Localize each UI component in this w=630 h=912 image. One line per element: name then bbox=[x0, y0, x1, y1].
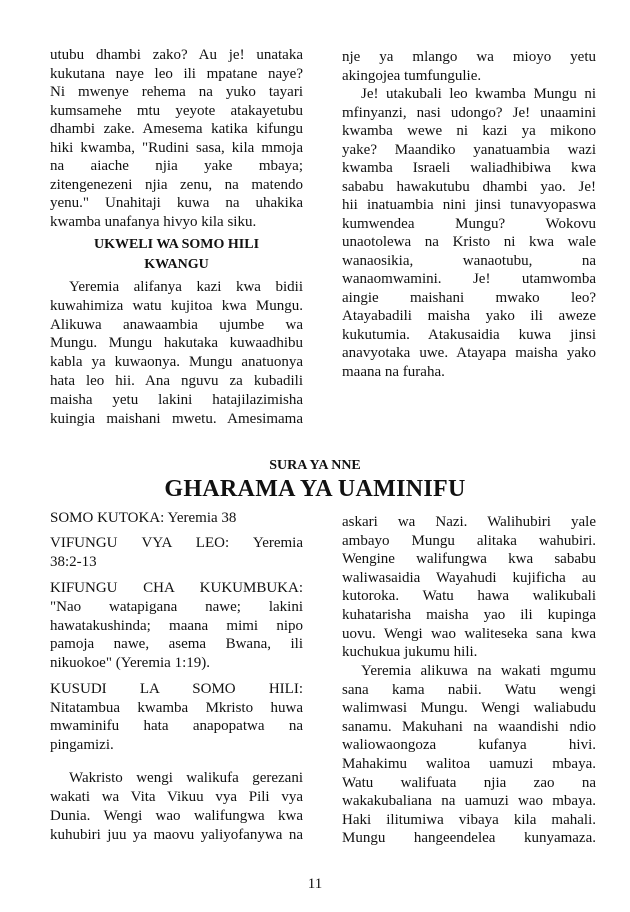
text-line: UKWELI WA SOMO HILI bbox=[93, 237, 260, 252]
text-line: "Nao watapigana nawe; lakini bbox=[50, 598, 303, 615]
text-line: wakati wa Vita Vikuu vya Pili vya bbox=[50, 789, 303, 805]
text-line: uovu. Wengi wao waliteseka sana kwa bbox=[342, 625, 596, 642]
text-line: waliowaongoza kufanya hivi. bbox=[342, 737, 596, 754]
text-line: anavyotaka uwe. Atayapa maisha yako bbox=[342, 345, 596, 361]
top-left-paragraph-1 bbox=[50, 46, 303, 231]
text-line: KIFUNGU CHA KUKUMBUKA: bbox=[50, 580, 303, 596]
text-line: SOMO KUTOKA: Yeremia 38 bbox=[50, 510, 237, 526]
text-line: Je! utakubali leo kwamba Mungu ni bbox=[361, 86, 596, 102]
top-left-paragraph-2 bbox=[50, 278, 303, 428]
text-line: mfinyanzi, nasi udongo? Je! unaamini bbox=[342, 104, 596, 121]
text-line: 38:2-13 bbox=[50, 554, 97, 570]
text-line: kuhatarisha maisha yao ili kupinga bbox=[342, 606, 596, 623]
text-line: nikuokoe" (Yeremia 1:19). bbox=[50, 655, 210, 672]
text-line: zitengenezeni njia zenu, na matendo bbox=[50, 176, 303, 193]
text-line: kwamba wewe ni kazi ya mikono bbox=[342, 123, 596, 139]
text-line: Wakristo wengi walikufa gerezani bbox=[69, 770, 303, 786]
text-line: sanamu. Makuhani na waandishi ndio bbox=[342, 718, 596, 735]
memory-verse bbox=[50, 579, 303, 673]
text-line: hawatakushinda; maana mimi nipo bbox=[50, 617, 303, 634]
text-line: Alikuwa anawaambia ujumbe wa bbox=[50, 316, 303, 333]
text-line: KUSUDI LA SOMO HILI: bbox=[50, 681, 303, 697]
text-line: KWANGU bbox=[144, 257, 209, 272]
text-line: akingojea tumfungulie. bbox=[342, 67, 482, 84]
text-line: Watu walifuata njia zao na bbox=[342, 774, 596, 791]
text-line: kumwendea Mungu? Wokovu bbox=[342, 215, 596, 232]
text-line: kabla ya kuwaonya. Mungu anatuonya bbox=[50, 354, 303, 371]
top-right-paragraph-1 bbox=[342, 48, 596, 85]
text-line: maana na furaha. bbox=[342, 363, 445, 380]
text-line: kukutana naye leo ili mpatane naye? bbox=[50, 65, 303, 82]
text-line: mwaminifu hata anapopatwa na bbox=[50, 718, 303, 734]
text-line: dhambi zake. Amesema katika kifungu bbox=[50, 121, 303, 137]
text-line: kuingia maishani mwetu. Amesimama bbox=[50, 410, 303, 427]
text-line: maisha yetu lakini hatajilazimisha bbox=[50, 391, 303, 408]
text-line: hiki kwamba, "Rudini sasa, kila mmoja bbox=[50, 139, 303, 156]
lesson-aim bbox=[50, 680, 303, 754]
text-line: Wengine walifungwa kwa sababu bbox=[342, 551, 596, 568]
text-line: wanaomwamini. Je! utamwomba bbox=[342, 271, 596, 287]
text-line: Nitatambua kwamba Mkristo huwa bbox=[50, 699, 303, 716]
text-line: askari wa Nazi. Walihubiri yale bbox=[342, 514, 596, 530]
text-line: Haki ilitumiwa vibaya kila mahali. bbox=[342, 811, 596, 828]
text-line: Mungu. Mungu hakutaka kuwaadhibu bbox=[50, 335, 303, 352]
bottom-left-paragraph bbox=[50, 769, 303, 845]
text-line: utubu dhambi zako? Au je! unataka bbox=[50, 47, 303, 63]
text-line: Mahakimu walitoa uamuzi mbaya. bbox=[342, 755, 596, 772]
text-line: na aiache njia yake mbaya; bbox=[50, 158, 303, 174]
text-line: hii inatuambia nini jinsi tunavyopaswa bbox=[342, 197, 596, 213]
text-line: kutoroka. Watu hawa walikubali bbox=[342, 588, 596, 605]
bottom-right-paragraph-2 bbox=[342, 662, 596, 848]
text-line: wanaosikia, wanaotubu, na bbox=[342, 252, 596, 269]
text-line: VIFUNGU VYA LEO: Yeremia bbox=[50, 535, 303, 551]
todays-verses bbox=[50, 534, 303, 572]
text-line: kwamba unafanya hivyo kila siku. bbox=[50, 213, 257, 230]
chapter-title: GHARAMA YA UAMINIFU bbox=[164, 476, 466, 502]
text-line: kuhubiri juu ya maovu yaliyofanywa na bbox=[50, 827, 303, 843]
text-line: yenu." Unahitaji kuwa na uhakika bbox=[50, 195, 303, 211]
text-line: Atayabadili maisha yako ili aweze bbox=[342, 308, 596, 324]
text-line: kwamba Israeli waliadhibiwa kwa bbox=[342, 160, 596, 176]
text-line: Mungu hangeendelea kunyamaza. bbox=[342, 830, 596, 847]
chapter-label: SURA YA NNE bbox=[269, 458, 361, 473]
text-line: waliwasaidia Wayahudi kujificha au bbox=[342, 569, 596, 586]
text-line: walimwasi Mungu. Wengi waliabudu bbox=[342, 700, 596, 717]
text-line: Yeremia alikuwa na wakati mgumu bbox=[361, 663, 596, 679]
text-line: wakakubaliana na uamuzi wao mbaya. bbox=[342, 793, 596, 810]
text-line: kuwahimiza watu kujitoa kwa Mungu. bbox=[50, 297, 303, 314]
top-right-paragraph-2 bbox=[342, 85, 596, 381]
page-number: 11 bbox=[307, 876, 323, 892]
text-line: pamoja nawe, asema Bwana, ili bbox=[50, 636, 303, 653]
text-line: unaotolewa na Kristo ni kwa wale bbox=[342, 234, 596, 250]
text-line: Ni mwenye rehema na yuko tayari bbox=[50, 84, 303, 100]
text-line: kumsamehe mtu yeyote atakayetubu bbox=[50, 102, 303, 119]
text-line: sababu hawakutubu dhambi yao. Je! bbox=[342, 178, 596, 195]
text-line: Dunia. Wengi wao walifungwa kwa bbox=[50, 808, 303, 824]
bottom-right-paragraph-1 bbox=[342, 513, 596, 662]
text-line: hata leo hii. Ana nguvu za kubadili bbox=[50, 372, 303, 389]
text-line: sana kama nabii. Watu wengi bbox=[342, 681, 596, 698]
text-line: kukutumia. Atakusaidia kuwa jinsi bbox=[342, 326, 596, 343]
text-line: nje ya mlango wa mioyo yetu bbox=[342, 49, 596, 65]
lesson-source bbox=[50, 509, 303, 528]
text-line: Yeremia alifanya kazi kwa bidii bbox=[69, 279, 303, 295]
text-line: kuchukua jukumu hili. bbox=[342, 644, 478, 661]
section-heading bbox=[50, 235, 303, 275]
text-line: yake? Maandiko yanatuambia wazi bbox=[342, 141, 596, 158]
text-line: pingamizi. bbox=[50, 736, 114, 753]
text-line: ambayo Mungu alitaka wahubiri. bbox=[342, 532, 596, 549]
text-line: aingie maishani mwako leo? bbox=[342, 289, 596, 306]
